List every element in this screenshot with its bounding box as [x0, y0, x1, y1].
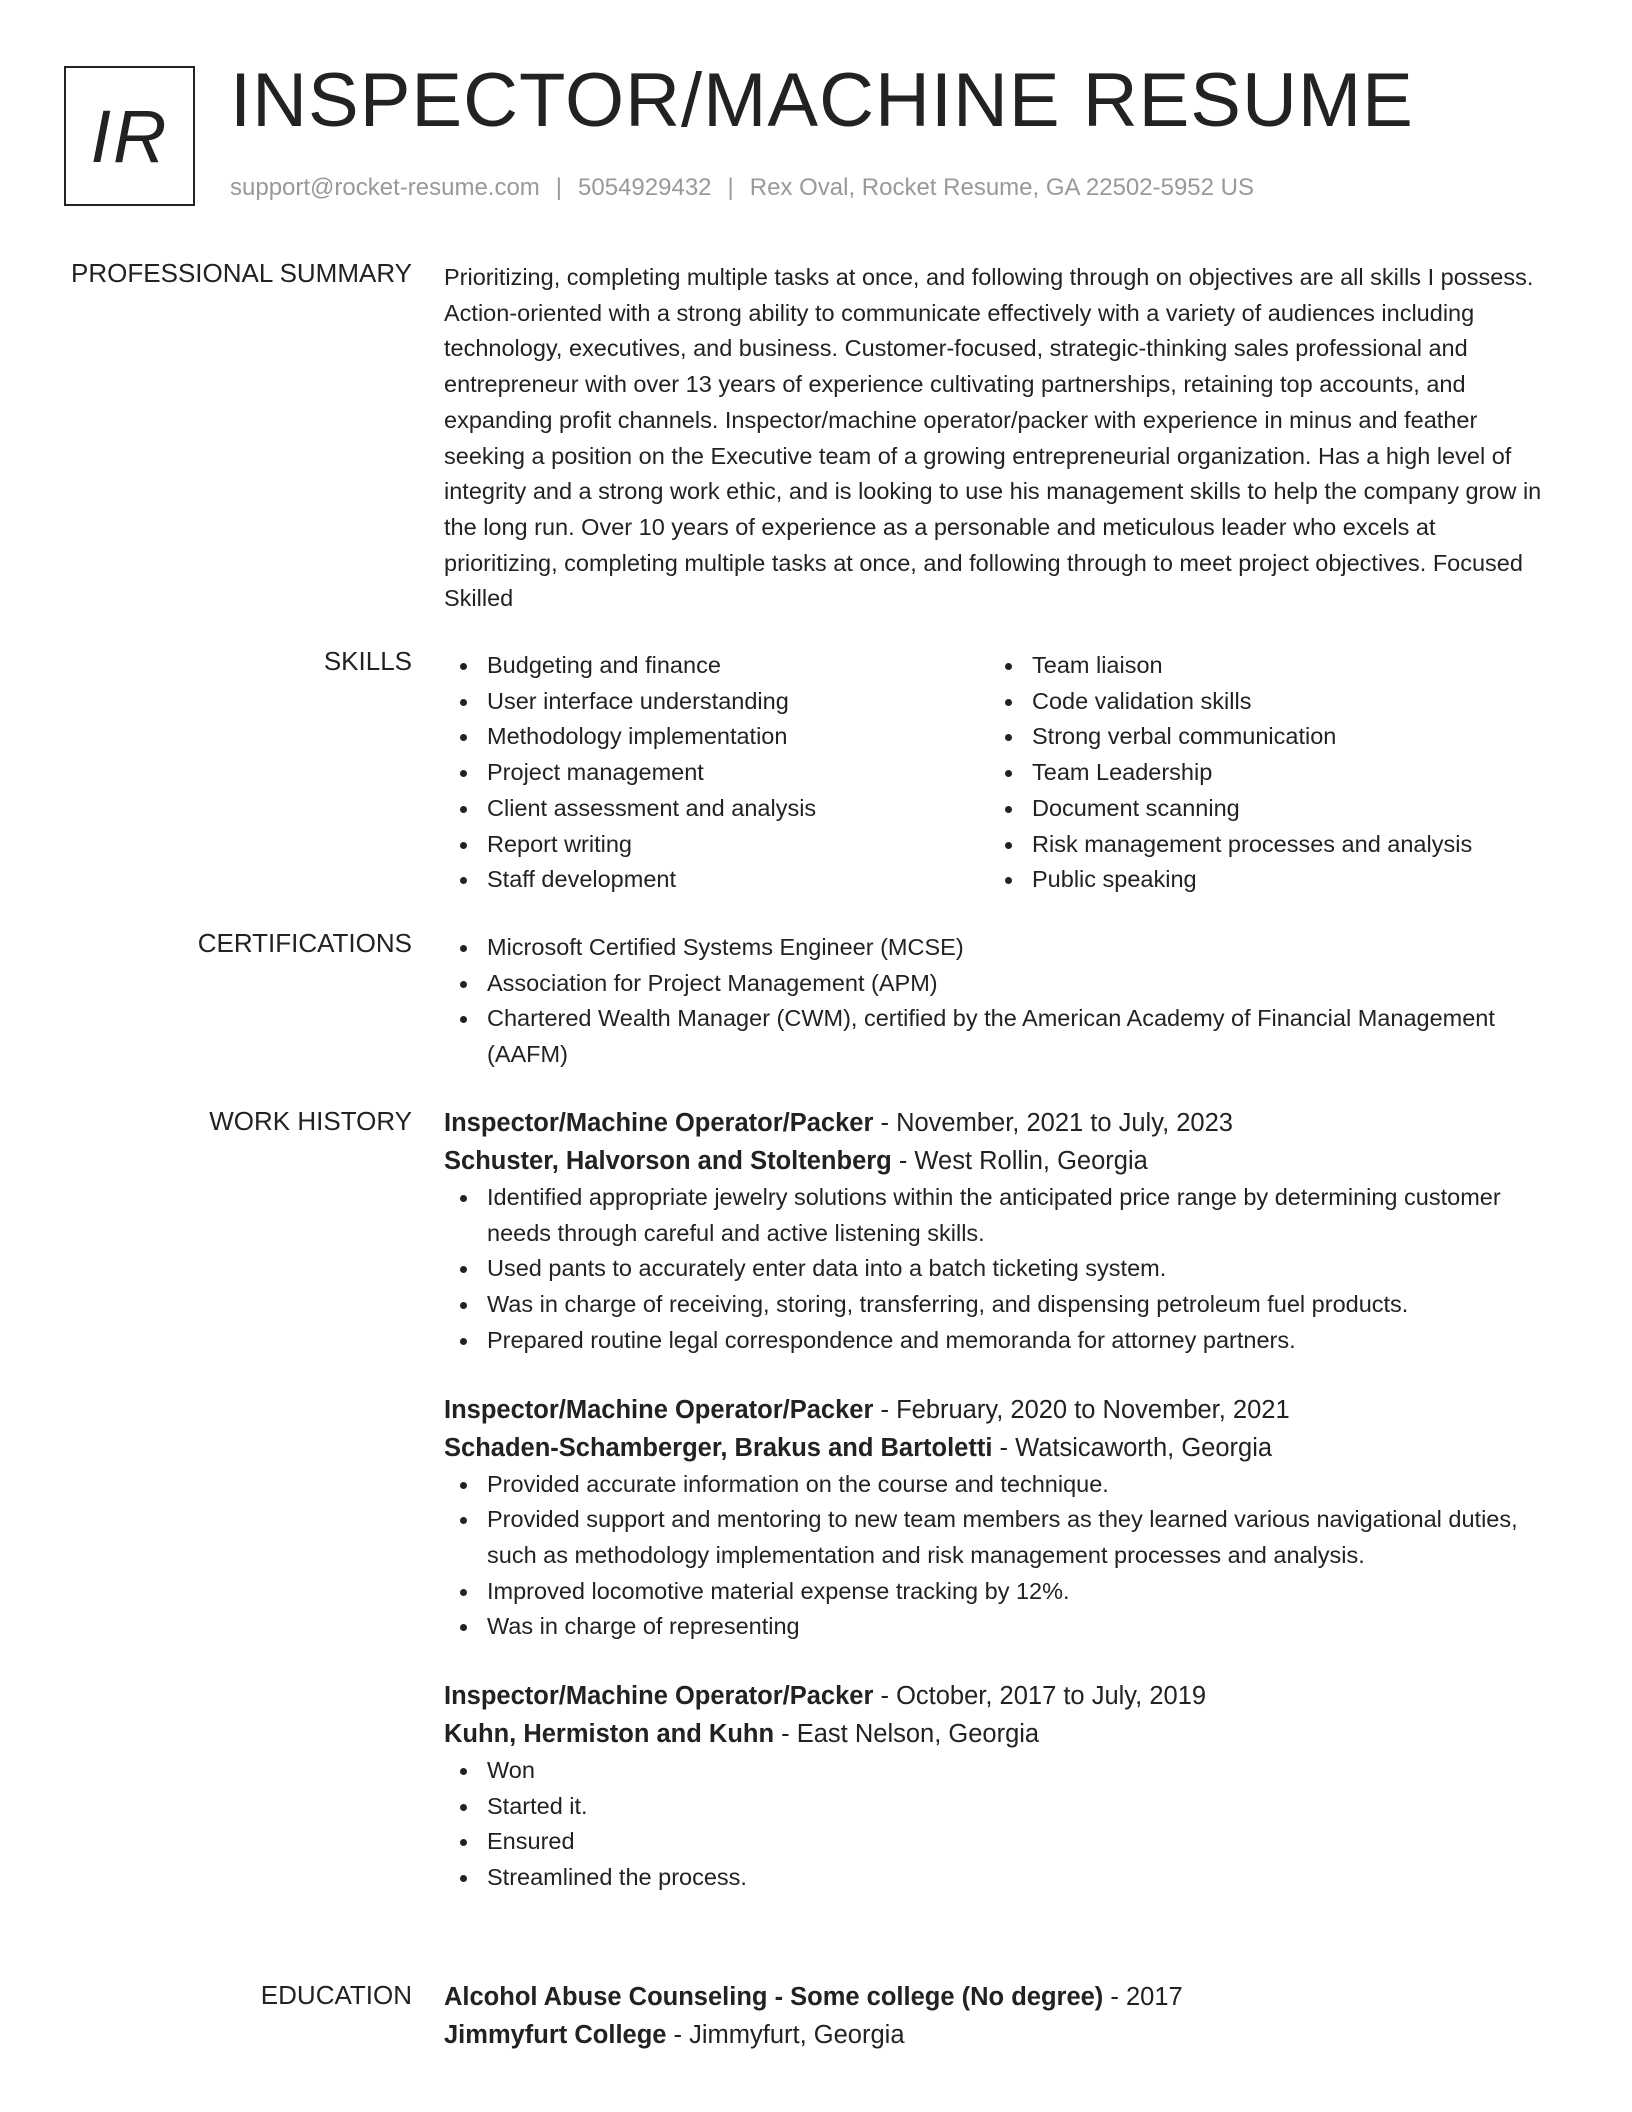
- list-item: Team Leadership: [989, 755, 1534, 791]
- job-dates: - October, 2017 to July, 2019: [873, 1682, 1207, 1711]
- list-item: Project management: [444, 755, 989, 791]
- contact-phone[interactable]: 5054929432: [578, 174, 712, 201]
- job-company: Schaden-Schamberger, Brakus and Bartoletti: [444, 1433, 993, 1462]
- job-bullets: [444, 1180, 1554, 1359]
- list-item: Identified appropriate jewelry solutions within the anticipated price range by determining customer needs through careful and active listening skills.: [444, 1180, 1554, 1251]
- job-company: Schuster, Halvorson and Stoltenberg: [444, 1147, 892, 1175]
- contact-separator: |: [555, 174, 563, 201]
- section-label-skills: SKILLS: [323, 646, 412, 676]
- education-body: [444, 1978, 1554, 2054]
- list-item: Document scanning: [989, 791, 1534, 827]
- list-item: Budgeting and finance: [444, 648, 989, 684]
- job-title: Inspector/Machine Operator/Packer: [444, 1395, 874, 1424]
- list-item: Was in charge of representing: [444, 1609, 1554, 1645]
- job-company-line: [444, 1142, 1554, 1180]
- list-item: Methodology implementation: [444, 719, 989, 755]
- list-item: Public speaking: [989, 862, 1534, 898]
- list-item: Report writing: [444, 827, 989, 863]
- section-label-work-history: WORK HISTORY: [209, 1106, 412, 1136]
- job-company: Kuhn, Hermiston and Kuhn: [444, 1720, 775, 1749]
- job-entry: [444, 1104, 1554, 1359]
- list-item: Improved locomotive material expense tracking by 12%.: [444, 1574, 1554, 1610]
- skills-body: [444, 648, 1554, 898]
- list-item: Code validation skills: [989, 684, 1534, 720]
- contact-line: [230, 174, 1254, 202]
- section-label-summary: PROFESSIONAL SUMMARY: [71, 258, 412, 288]
- list-item: Streamlined the process.: [444, 1860, 1554, 1896]
- work-history-body: [444, 1104, 1554, 1896]
- job-entry: [444, 1391, 1554, 1646]
- job-entry: [444, 1677, 1554, 1896]
- section-label-certifications: CERTIFICATIONS: [197, 928, 412, 958]
- list-item: Risk management processes and analysis: [989, 827, 1534, 863]
- list-item: Started it.: [444, 1789, 1554, 1825]
- job-title-line: [444, 1677, 1554, 1715]
- education-location: - Jimmyfurt, Georgia: [666, 2021, 905, 2049]
- job-bullets: [444, 1467, 1554, 1646]
- job-dates: - November, 2021 to July, 2023: [873, 1109, 1233, 1137]
- list-item: Strong verbal communication: [989, 719, 1534, 755]
- list-item: Chartered Wealth Manager (CWM), certified by the American Academy of Financial Management (AAFM): [444, 1001, 1554, 1072]
- job-company-line: [444, 1429, 1554, 1467]
- contact-email[interactable]: support@rocket-resume.com: [230, 174, 540, 201]
- list-item: Ensured: [444, 1824, 1554, 1860]
- list-item: Staff development: [444, 862, 989, 898]
- job-location: - East Nelson, Georgia: [774, 1720, 1040, 1749]
- job-title-line: [444, 1104, 1554, 1142]
- education-degree-line: [444, 1978, 1554, 2016]
- skills-list-left: [444, 648, 989, 898]
- list-item: Prepared routine legal correspondence and memoranda for attorney partners.: [444, 1323, 1554, 1359]
- education-school: Jimmyfurt College: [444, 2021, 667, 2049]
- job-location: - West Rollin, Georgia: [891, 1147, 1148, 1175]
- list-item: Provided accurate information on the course and technique.: [444, 1467, 1554, 1503]
- summary-body: [444, 260, 1554, 617]
- job-title: Inspector/Machine Operator/Packer: [444, 1109, 874, 1137]
- skills-list-right: [989, 648, 1534, 898]
- list-item: Was in charge of receiving, storing, transferring, and dispensing petroleum fuel products.: [444, 1287, 1554, 1323]
- list-item: Provided support and mentoring to new team members as they learned various navigational duties, such as methodology implementation and risk management processes and analysis.: [444, 1502, 1554, 1573]
- job-company-line: [444, 1715, 1554, 1753]
- monogram-box: [64, 66, 195, 206]
- monogram-initials: IR: [90, 94, 169, 178]
- job-bullets: [444, 1753, 1554, 1896]
- resume-title: INSPECTOR/MACHINE RESUME: [230, 58, 1414, 143]
- job-location: - Watsicaworth, Georgia: [992, 1433, 1273, 1462]
- certifications-list: [444, 930, 1554, 1073]
- list-item: Won: [444, 1753, 1554, 1789]
- education-degree: Alcohol Abuse Counseling - Some college (No degree): [444, 1983, 1104, 2011]
- list-item: Team liaison: [989, 648, 1534, 684]
- contact-address: Rex Oval, Rocket Resume, GA 22502-5952 US: [749, 174, 1254, 201]
- section-label-education: EDUCATION: [260, 1980, 412, 2010]
- list-item: User interface understanding: [444, 684, 989, 720]
- list-item: Used pants to accurately enter data into a batch ticketing system.: [444, 1251, 1554, 1287]
- contact-separator: |: [727, 174, 734, 201]
- list-item: Microsoft Certified Systems Engineer (MCSE): [444, 930, 1554, 966]
- job-title-line: [444, 1391, 1554, 1429]
- job-title: Inspector/Machine Operator/Packer: [444, 1682, 874, 1711]
- education-year: - 2017: [1103, 1983, 1183, 2011]
- list-item: Client assessment and analysis: [444, 791, 989, 827]
- certifications-body: [444, 930, 1554, 1073]
- list-item: Association for Project Management (APM): [444, 966, 1554, 1002]
- summary-text: Prioritizing, completing multiple tasks at once, and following through on objectives are all skills I possess. Action-oriented with a strong ability to communicate effectively with a variety of audiences including technology, executives, and business. Customer-focused, strategic-thinking sales professional and entrepreneur with over 13 years of experience cultivating partnerships, retaining top accounts, and expanding profit channels. Inspector/machine operator/packer with experience in minus and feather seeking a position on the Executive team of a growing entrepreneurial organization. Has a high level of integrity and a strong work ethic, and is looking to use his management skills to help the company grow in the long run. Over 10 years of experience as a personable and meticulous leader who excels at prioritizing, completing multiple tasks at once, and following through to meet project objectives. Focused Skilled: [444, 264, 1542, 612]
- job-dates: - February, 2020 to November, 2021: [873, 1395, 1290, 1424]
- education-school-line: [444, 2016, 1554, 2054]
